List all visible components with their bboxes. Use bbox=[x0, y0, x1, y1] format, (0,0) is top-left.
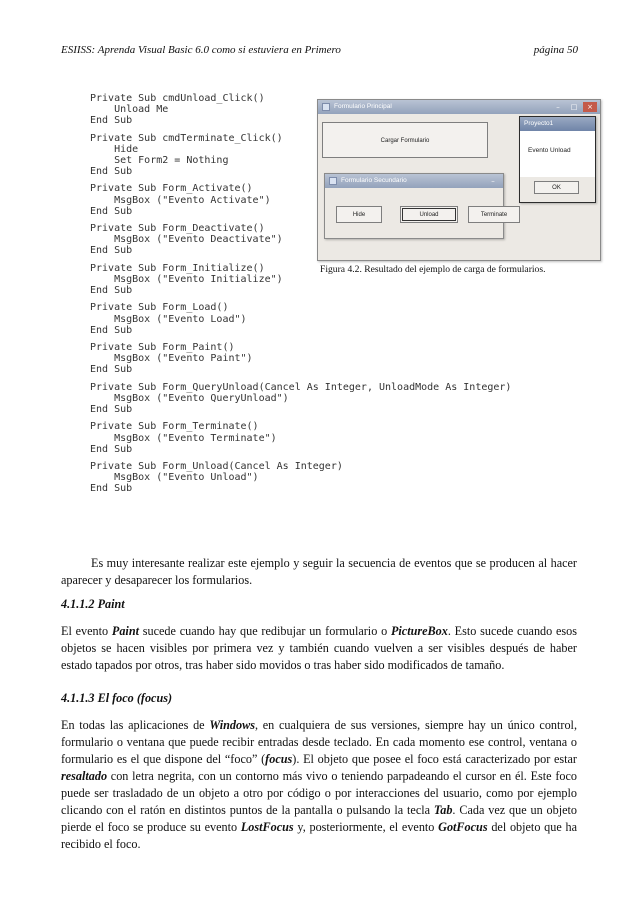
main-form-titlebar bbox=[318, 100, 600, 114]
load-form-button: Cargar Formulario bbox=[322, 122, 488, 158]
code-line: Private Sub Form_Deactivate() bbox=[90, 223, 265, 235]
text-run: del objeto que ha recibido el foco. bbox=[61, 820, 577, 851]
code-line: MsgBox ("Evento QueryUnload") bbox=[90, 392, 289, 404]
paragraph-focus bbox=[61, 717, 577, 853]
msgbox-window bbox=[519, 116, 596, 203]
code-line: End Sub bbox=[90, 443, 133, 455]
secondary-form-window-buttons bbox=[486, 176, 500, 186]
code-block bbox=[90, 421, 560, 454]
text-run: ). El objeto que posee el foco está caracterizado por estar bbox=[292, 752, 577, 766]
term-windows: Windows bbox=[209, 718, 255, 732]
text-run: El evento bbox=[61, 624, 112, 638]
code-line: End Sub bbox=[90, 364, 133, 376]
code-line: End Sub bbox=[90, 324, 133, 336]
code-block bbox=[90, 302, 560, 335]
code-line: MsgBox ("Evento Activate") bbox=[90, 194, 271, 206]
term-picturebox: PictureBox bbox=[390, 624, 448, 638]
form-icon bbox=[322, 103, 330, 111]
form-load-screenshot bbox=[317, 99, 601, 259]
running-header-title: ESIISS: Aprenda Visual Basic 6.0 como si estuviera en Primero bbox=[61, 44, 341, 56]
secondary-form-window bbox=[324, 173, 508, 239]
term-gotfocus: GotFocus bbox=[438, 820, 488, 834]
code-line: End Sub bbox=[90, 245, 133, 257]
main-form-title: Formulario Principal bbox=[334, 103, 392, 110]
term-lostfocus: LostFocus bbox=[240, 820, 294, 834]
text-run: , en cualquiera de sus versiones, siempre hay un único control, formulario o ventana que puede recibir entradas desde teclado. En cada momento ese control, ventana o formulario es el que dispone del “foco” ( bbox=[61, 718, 577, 766]
msgbox-body bbox=[520, 131, 595, 177]
close-icon: × bbox=[583, 102, 597, 112]
section-heading-focus: 4.1.1.3 El foco (focus) bbox=[61, 691, 173, 705]
main-form-window-buttons bbox=[551, 102, 597, 112]
msgbox-ok-button: OK bbox=[534, 181, 579, 194]
code-line: MsgBox ("Evento Terminate") bbox=[90, 432, 277, 444]
msgbox-titlebar bbox=[520, 117, 595, 131]
code-line: Private Sub Form_Paint() bbox=[90, 342, 235, 354]
text-run: sucede cuando hay que redibujar un formulario o bbox=[138, 624, 391, 638]
minimize-icon: – bbox=[556, 103, 560, 111]
code-line: End Sub bbox=[90, 483, 133, 495]
term-tab: Tab bbox=[433, 803, 453, 817]
paragraph-events-intro: Es muy interesante realizar este ejemplo y seguir la secuencia de eventos que se producen al hacer aparecer y desaparecer los formularios. bbox=[61, 556, 577, 587]
text-run: y, posteriormente, el evento bbox=[293, 820, 439, 834]
code-line: End Sub bbox=[90, 284, 133, 296]
paragraph-paint bbox=[61, 623, 577, 674]
code-line: End Sub bbox=[90, 205, 133, 217]
unload-button: Unload bbox=[400, 206, 458, 223]
secondary-form-title: Formulario Secundario bbox=[341, 177, 407, 184]
code-line: MsgBox ("Evento Load") bbox=[90, 313, 247, 325]
code-block bbox=[90, 382, 560, 415]
code-line: End Sub bbox=[90, 165, 133, 177]
term-focus: focus bbox=[265, 752, 293, 766]
figure-caption: Figura 4.2. Resultado del ejemplo de carga de formularios. bbox=[320, 264, 546, 275]
text-run: En todas las aplicaciones de bbox=[61, 718, 210, 732]
msgbox-message: Evento Unload bbox=[528, 147, 571, 154]
code-line: End Sub bbox=[90, 115, 133, 127]
text-run: . Cada vez que un objeto pierde el foco se produce su evento bbox=[61, 803, 577, 834]
code-line: Set Form2 = Nothing bbox=[90, 154, 229, 166]
text-run: . Esto sucede cuando esos objetos se hacen visibles por primera vez y también cuando vuelven a ser visibles después de haber estado tapados por otros, tras haber sido movidos o tras haber sido modificados de tamaño. bbox=[61, 624, 578, 672]
code-line: Private Sub Form_Activate() bbox=[90, 183, 253, 195]
minimize-icon: – bbox=[491, 177, 495, 185]
code-line: Private Sub cmdTerminate_Click() bbox=[90, 132, 283, 144]
code-line: Private Sub Form_Unload(Cancel As Integer) bbox=[90, 461, 343, 473]
code-block bbox=[90, 342, 560, 375]
maximize-icon: □ bbox=[570, 103, 578, 111]
hide-button: Hide bbox=[336, 206, 382, 223]
code-line: Private Sub cmdUnload_Click() bbox=[90, 93, 265, 104]
code-line: Private Sub Form_Load() bbox=[90, 302, 229, 314]
page-number: página 50 bbox=[533, 44, 578, 56]
msgbox-title: Proyecto1 bbox=[524, 120, 554, 127]
terminate-button: Terminate bbox=[468, 206, 520, 223]
code-line: End Sub bbox=[90, 403, 133, 415]
code-line: Private Sub Form_QueryUnload(Cancel As Integer, UnloadMode As Integer) bbox=[90, 381, 512, 393]
form-icon bbox=[329, 177, 337, 185]
term-resaltado: resaltado bbox=[61, 769, 108, 783]
text-run: con letra negrita, con un contorno más vivo o teniendo parpadeando el cursor en él. Este foco puede ser trasladado de un objeto a otro por código o por interacciones del usuario, como por ejemplo clicando con el ratón en distintos puntos de la pantalla o pulsando la tecla bbox=[61, 769, 577, 817]
section-heading-paint: 4.1.1.2 Paint bbox=[61, 597, 125, 611]
code-line: MsgBox ("Evento Unload") bbox=[90, 472, 259, 484]
code-line: Unload Me bbox=[90, 104, 169, 116]
code-line: MsgBox ("Evento Paint") bbox=[90, 353, 253, 365]
code-line: Private Sub Form_Initialize() bbox=[90, 262, 265, 274]
code-block bbox=[90, 461, 560, 494]
code-line: MsgBox ("Evento Initialize") bbox=[90, 273, 283, 285]
code-line: Hide bbox=[90, 143, 139, 155]
code-line: Private Sub Form_Terminate() bbox=[90, 421, 259, 433]
code-line: MsgBox ("Evento Deactivate") bbox=[90, 234, 283, 246]
term-paint: Paint bbox=[111, 624, 139, 638]
secondary-form-titlebar bbox=[325, 174, 503, 188]
